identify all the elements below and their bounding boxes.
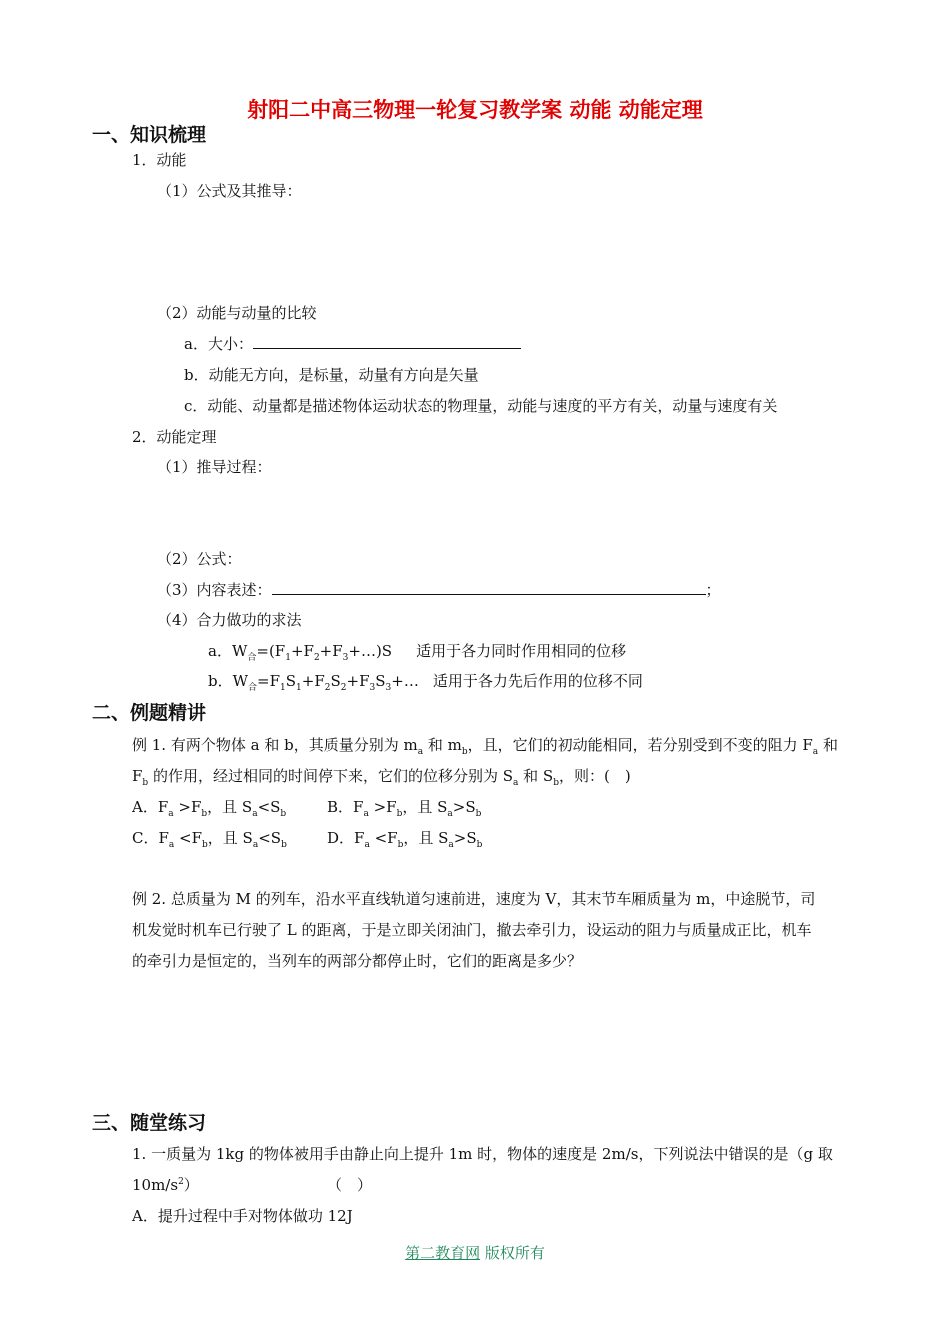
practice-1-close: ） xyxy=(183,1176,199,1194)
example-1-option-a: A．$F_a >F_b$，且 $S_a<S_b$ xyxy=(132,798,287,819)
content-label: （3）内容表述： xyxy=(157,581,272,599)
example-2-line-2: 机发觉时机车已行驶了 L 的距离，于是立即关闭油门，撤去牵引力，设运动的阻力与质量成正比，机车 xyxy=(132,921,812,939)
net-work-b-sub: 合 xyxy=(248,683,258,693)
section-heading-practice: 三、随堂练习 xyxy=(92,1112,207,1134)
net-work-a-tail: +…)S xyxy=(348,642,393,660)
option-b-label: B．F xyxy=(327,798,364,816)
example-1-text: 例 1. 有两个物体 a 和 b，其质量分别为 m xyxy=(132,736,418,754)
example-1-line-2: $F_b$ 的作用，经过相同的时间停下来，它们的位移分别为 $S_a$ 和 $S_b$，则：( ) xyxy=(132,767,631,788)
item-direction: b．动能无方向，是标量，动量有方向是矢量 xyxy=(184,366,479,384)
practice-1-line-2: $10m/s^2$） xyxy=(132,1176,199,1194)
content-blank xyxy=(272,580,706,595)
item-net-work-b: b．$W_合=F_1S_1+F_2S_2+F_3S_3+\dots$ 适用于各力先后作用的位移不同 xyxy=(208,672,643,693)
example-1-end: ，则：( ) xyxy=(558,767,631,785)
item-magnitude xyxy=(184,334,521,354)
practice-1-unit: 10m/s xyxy=(132,1176,179,1194)
item-formula-derivation: （1）公式及其推导： xyxy=(157,182,302,200)
item-comparison: （2）动能与动量的比较 xyxy=(157,304,317,322)
practice-1-line-1: 1. 一质量为 1kg 的物体被用手由静止向上提升 1m 时，物体的速度是 2m/s，下列说法中错误的是（g 取 xyxy=(132,1145,833,1163)
example-1-option-c: C．$F_a <F_b$，且 $S_a<S_b$ xyxy=(132,829,287,850)
net-work-b-prefix: b．W xyxy=(208,672,249,690)
net-work-a-prefix: a．W xyxy=(208,642,248,660)
example-2-line-3: 的牵引力是恒定的，当列车的两部分都停止时，它们的距离是多少？ xyxy=(132,952,583,970)
item-net-work-method: （4）合力做功的求法 xyxy=(157,611,302,629)
example-1-option-b: B．$F_a >F_b$，且 $S_a>S_b$ xyxy=(327,798,482,819)
net-work-a-sub: 合 xyxy=(247,653,257,663)
item-content-statement xyxy=(157,580,721,600)
net-work-a-f3: +F xyxy=(319,642,343,660)
footer-text: 版权所有 xyxy=(480,1244,545,1262)
net-work-b-note: 适用于各力先后作用的位移不同 xyxy=(432,672,643,690)
item-net-work-a: a．$W_合=(F_1+F_2+F_3+\dots)S$ 适用于各力同时作用相同的位移 xyxy=(208,642,627,663)
net-work-b-eq: =F xyxy=(257,672,281,690)
practice-1-option-a: A．提升过程中手对物体做功 12J xyxy=(132,1207,353,1225)
option-a-label: A．F xyxy=(132,798,169,816)
net-work-a-note: 适用于各力同时作用相同的位移 xyxy=(416,642,627,660)
example-1-option-d: D．$F_a <F_b$，且 $S_a>S_b$ xyxy=(327,829,483,850)
section-heading-examples: 二、例题精讲 xyxy=(92,702,207,724)
document-title: 射阳二中高三物理一轮复习教学案 动能 动能定理 xyxy=(247,98,703,122)
item-derivation-process: （1）推导过程： xyxy=(157,458,272,476)
item-formula: （2）公式： xyxy=(157,550,242,568)
item-theorem: 2．动能定理 xyxy=(132,428,217,446)
option-c-label: C．F xyxy=(132,829,169,847)
example-2-line-1: 例 2. 总质量为 M 的列车，沿水平直线轨道匀速前进，速度为 V，其末节车厢质量为 m，中途脱节，司 xyxy=(132,890,816,908)
net-work-a-eq: =(F xyxy=(256,642,286,660)
magnitude-label: a．大小： xyxy=(184,335,253,353)
footer xyxy=(0,1242,950,1263)
example-1-line-1: 例 1. 有两个物体 a 和 b，其质量分别为 $m_a$ 和 $m_b$，且，它们的初动能相同，若分别受到不变的阻力 $F_a$ 和 xyxy=(132,736,838,757)
net-work-a-f2: +F xyxy=(290,642,314,660)
section-heading-knowledge: 一、知识梳理 xyxy=(92,124,207,146)
option-d-label: D．F xyxy=(327,829,365,847)
magnitude-blank xyxy=(253,334,521,349)
content-end: ； xyxy=(705,581,721,599)
item-state-quantity: c．动能、动量都是描述物体运动状态的物理量，动能与速度的平方有关，动量与速度有关 xyxy=(184,397,778,415)
practice-1-answer-paren: （ ） xyxy=(327,1176,373,1194)
footer-link[interactable]: 第二教育网 xyxy=(405,1244,481,1262)
item-kinetic-energy: 1．动能 xyxy=(132,151,187,169)
